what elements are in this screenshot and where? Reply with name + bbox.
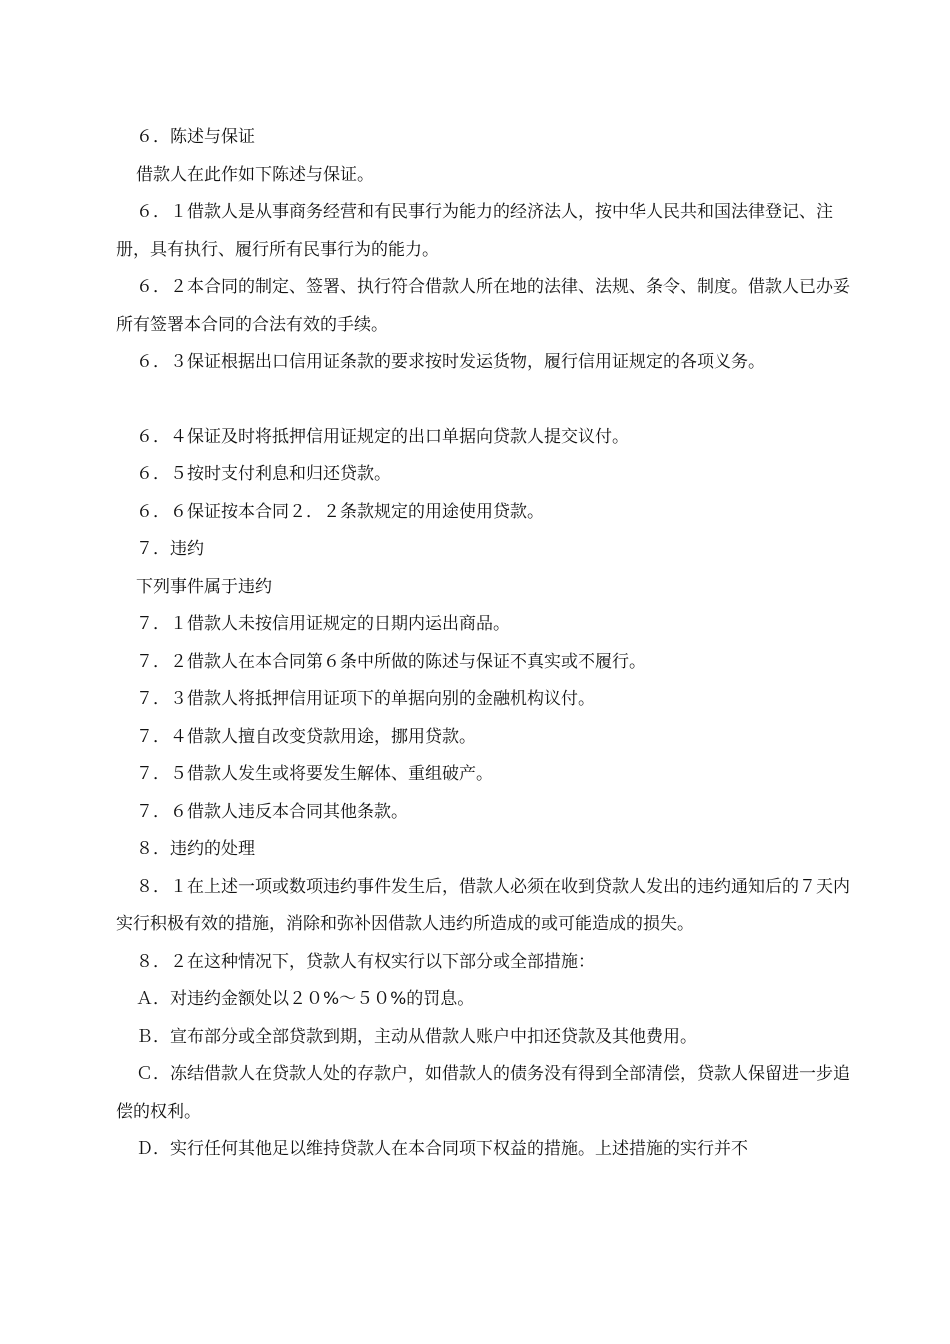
item-d: Ｄ．实行任何其他足以维持贷款人在本合同项下权益的措施。上述措施的实行并不	[136, 1139, 748, 1159]
section-heading-6: ６．陈述与保证	[136, 127, 255, 147]
clause-8-1: ８．１在上述一项或数项违约事件发生后，借款人必须在收到贷款人发出的违约通知后的７天内实行积极有效的措施，消除和弥补因借款人违约所造成的或可能造成的损失。	[116, 876, 850, 934]
clause-7-2: ７．２借款人在本合同第６条中所做的陈述与保证不真实或不履行。	[136, 651, 646, 672]
item-a: Ａ．对违约金额处以２０%～５０%的罚息。	[136, 989, 475, 1009]
clause-6-4: ６．４保证及时将抵押信用证规定的出口单据向贷款人提交议付。	[136, 426, 629, 447]
clause-6-5: ６．５按时支付利息和归还贷款。	[136, 464, 391, 484]
clause-6-6: ６．６保证按本合同２．２条款规定的用途使用贷款。	[136, 501, 544, 522]
clause-6-2: ６．２本合同的制定、签署、执行符合借款人所在地的法律、法规、条令、制度。借款人已办妥所有签署本合同的合法有效的手续。	[116, 277, 850, 335]
clause-8-2: ８．２在这种情况下，贷款人有权实行以下部分或全部措施：	[136, 951, 595, 972]
clause-7-5: ７．５借款人发生或将要发生解体、重组破产。	[136, 764, 493, 784]
paragraph: 下列事件属于违约	[136, 576, 272, 597]
paragraph: 借款人在此作如下陈述与保证。	[136, 164, 374, 185]
clause-7-3: ７．３借款人将抵押信用证项下的单据向别的金融机构议付。	[136, 689, 595, 709]
clause-7-6: ７．６借款人违反本合同其他条款。	[136, 801, 408, 822]
item-b: Ｂ．宣布部分或全部贷款到期，主动从借款人账户中扣还贷款及其他费用。	[136, 1026, 697, 1047]
clause-6-1: ６．１借款人是从事商务经营和有民事行为能力的经济法人，按中华人民共和国法律登记、注册，具有执行、履行所有民事行为的能力。	[116, 202, 833, 260]
clause-6-3: ６．３保证根据出口信用证条款的要求按时发运货物，履行信用证规定的各项义务。	[136, 352, 765, 372]
section-heading-7: ７．违约	[136, 539, 204, 559]
blank-line	[116, 382, 856, 419]
item-c: Ｃ．冻结借款人在贷款人处的存款户，如借款人的债务没有得到全部清偿，贷款人保留进一步追偿的权利。	[116, 1064, 850, 1122]
clause-7-1: ７．１借款人未按信用证规定的日期内运出商品。	[136, 614, 510, 634]
document-body	[116, 119, 856, 1169]
clause-7-4: ７．４借款人擅自改变贷款用途，挪用贷款。	[136, 726, 476, 747]
section-heading-8: ８．违约的处理	[136, 839, 255, 859]
